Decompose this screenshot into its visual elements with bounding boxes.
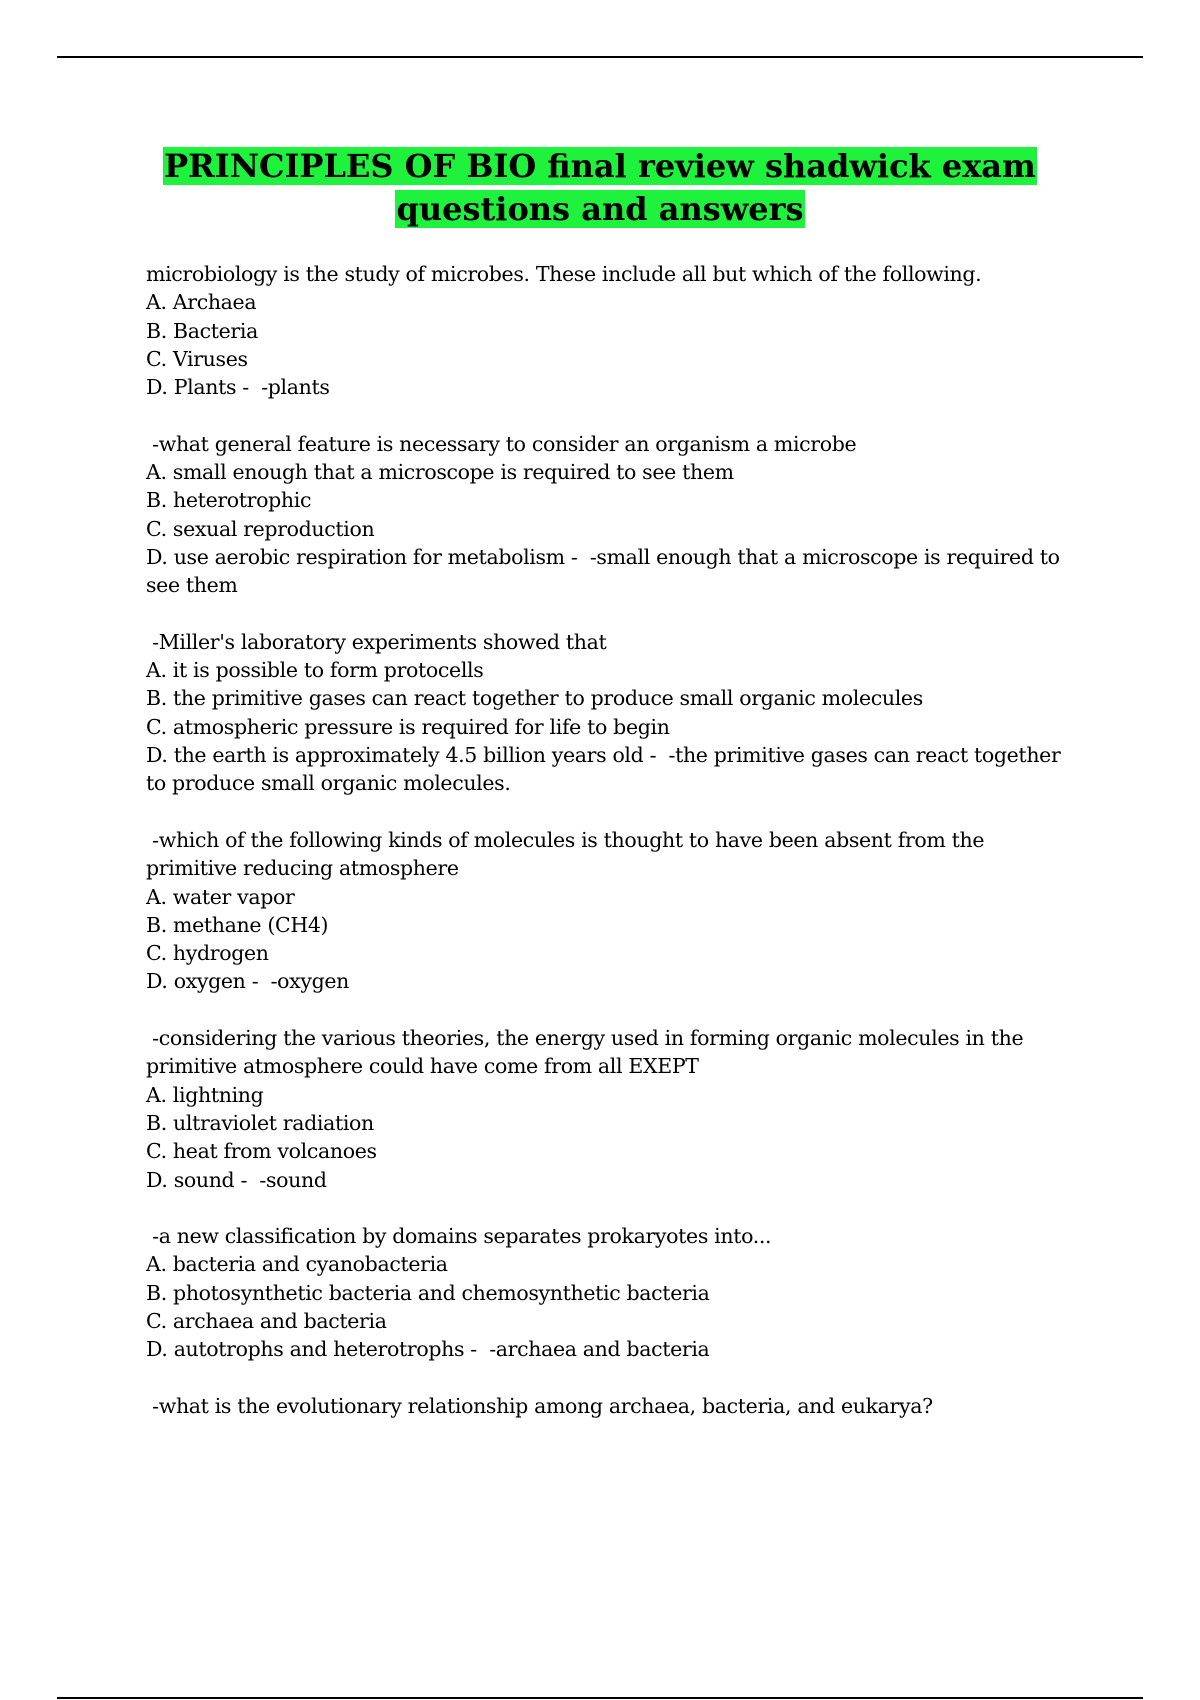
document-title [0,145,1200,231]
title-line-1: PRINCIPLES OF BIO final review shadwick exam [164,147,1036,185]
answer-option: C. Viruses [146,346,248,371]
question-block [146,826,1081,996]
answer-option: A. water vapor [146,884,295,909]
answer-option: C. atmospheric pressure is required for life to begin [146,714,670,739]
answer-option: B. methane (CH4) [146,912,329,937]
answer-option: D. use aerobic respiration for metabolism - -small enough that a microscope is required to see them [146,544,1066,598]
question-block [146,260,1081,401]
answer-option: C. hydrogen [146,941,269,966]
answer-option: B. Bacteria [146,318,258,343]
question-prompt: -what general feature is necessary to consider an organism a microbe [146,431,857,456]
question-prompt: microbiology is the study of microbes. These include all but which of the following. [146,262,982,286]
question-prompt: -considering the various theories, the energy used in forming organic molecules in the primitive atmosphere could have come from all EXEPT [146,1026,1030,1079]
question-block [146,628,1081,798]
question-prompt: -which of the following kinds of molecules is thought to have been absent from the primitive reducing atmosphere [146,827,991,881]
question-prompt: -Miller's laboratory experiments showed that [146,629,607,654]
answer-option: A. Archaea [146,290,257,315]
answer-option: C. archaea and bacteria [146,1308,387,1333]
question-block [146,430,1081,600]
question-prompt: -what is the evolutionary relationship among archaea, bacteria, and eukarya? [146,1393,933,1418]
answer-option: B. photosynthetic bacteria and chemosynthetic bacteria [146,1280,710,1305]
footer-rule [57,1697,1143,1699]
answer-option: D. Plants - -plants [146,375,330,400]
answer-option: D. autotrophs and heterotrophs - -archaea and bacteria [146,1337,710,1362]
question-list [146,260,1081,1420]
answer-option: D. sound - -sound [146,1167,327,1192]
answer-option: B. the primitive gases can react together to produce small organic molecules [146,686,923,711]
question-block [146,1024,1081,1194]
answer-option: A. small enough that a microscope is required to see them [146,460,734,485]
answer-option: B. ultraviolet radiation [146,1110,374,1135]
title-line-2: questions and answers [396,190,804,228]
answer-option: A. it is possible to form protocells [146,658,484,683]
question-block [146,1392,1081,1420]
answer-option: C. sexual reproduction [146,516,375,541]
answer-option: B. heterotrophic [146,488,312,513]
answer-option: A. bacteria and cyanobacteria [146,1252,448,1277]
question-prompt: -a new classification by domains separates prokaryotes into... [146,1224,772,1249]
answer-option: D. oxygen - -oxygen [146,969,350,994]
header-rule [57,56,1143,58]
answer-option: D. the earth is approximately 4.5 billion years old - -the primitive gases can react together to produce small organic molecules. [146,743,1067,796]
answer-option: C. heat from volcanoes [146,1139,377,1164]
answer-option: A. lightning [146,1082,264,1107]
question-block [146,1222,1081,1363]
